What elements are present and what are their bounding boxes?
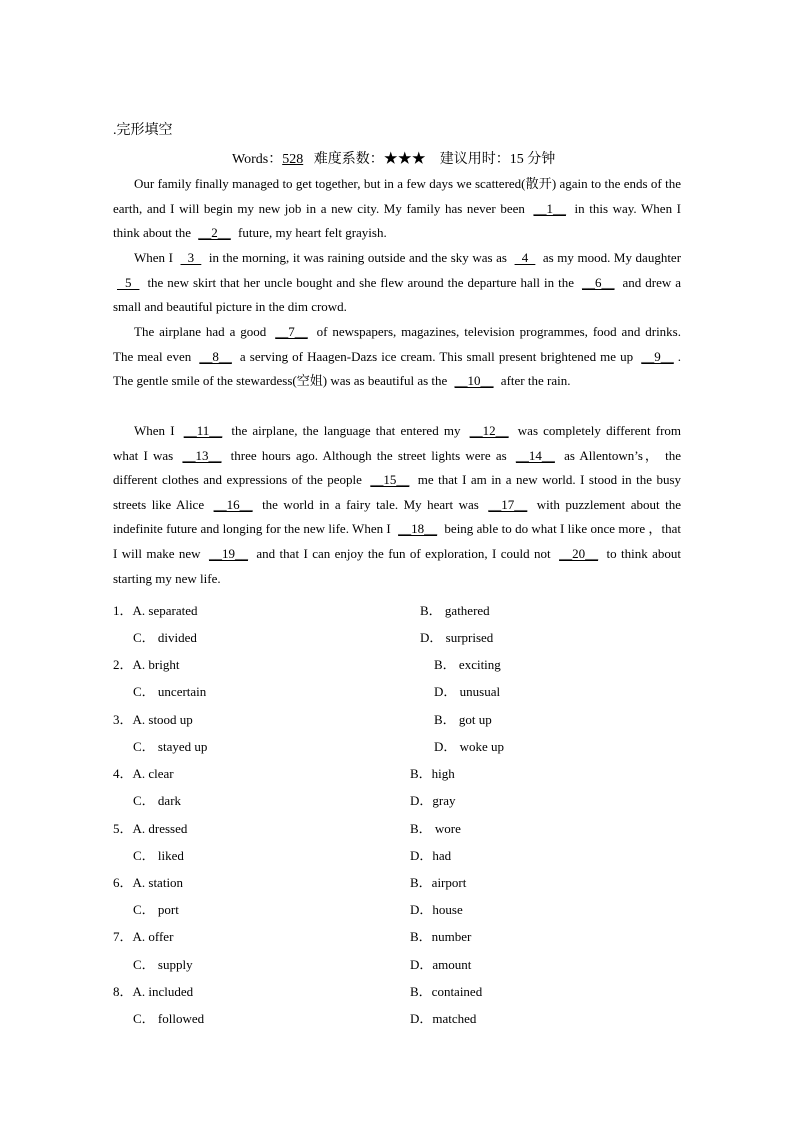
answer-blank: __16__ xyxy=(213,496,253,512)
answer-blank: __8__ xyxy=(199,348,232,364)
option-5-d: D．had xyxy=(410,848,452,863)
option-1-c: C． divided xyxy=(133,630,197,645)
passage-text: . The gentle smile of the stewardess(空姐) was as beautiful as the xyxy=(113,348,682,389)
option-1-d: D． surprised xyxy=(420,630,494,645)
answer-blank: __15__ xyxy=(370,472,410,488)
answer-blank: __14__ xyxy=(515,447,555,463)
option-3-b: B． got up xyxy=(434,712,492,727)
answer-blank: __1__ xyxy=(533,200,566,216)
passage-text: to think about starting my new life. xyxy=(113,545,681,586)
option-7-c: C． supply xyxy=(133,957,193,972)
option-8-c: C． followed xyxy=(133,1011,205,1026)
option-6-b: B．airport xyxy=(410,875,467,890)
suggested-time: 建议用时：15 分钟 xyxy=(439,152,556,167)
answer-blank: 4 xyxy=(514,250,536,265)
passage-paragraph-4 xyxy=(113,419,681,591)
passage-text: was completely different from what I was xyxy=(113,423,682,463)
option-1-b: B． gathered xyxy=(420,603,490,618)
difficulty-label: 难度系数： xyxy=(313,152,384,167)
option-3-d: D． woke up xyxy=(434,739,505,754)
passage-text: the world in a fairy tale. My heart was xyxy=(256,496,485,512)
option-8-d: D．matched xyxy=(410,1011,477,1026)
passage-text: When I xyxy=(134,423,180,438)
option-3-c: C． stayed up xyxy=(133,739,208,754)
passage-paragraph-2 xyxy=(113,246,681,320)
answer-blank: __18__ xyxy=(398,521,438,537)
option-7-a: 7．A. offer xyxy=(113,929,174,944)
option-7-d: D．amount xyxy=(410,957,472,972)
passage-text: future, my heart felt grayish. xyxy=(234,225,387,241)
option-6-d: D．house xyxy=(410,902,463,917)
option-2-d: D． unusual xyxy=(434,684,501,699)
option-2-b: B． exciting xyxy=(434,657,501,672)
passage-text: me that I am in a new world. I stood in the busy streets like Alice xyxy=(113,472,681,512)
word-count: 528 xyxy=(282,152,304,167)
option-6-c: C． port xyxy=(133,902,179,917)
passage-text: Our family finally managed to get together, but in a few days we scattered(散开) again to the ends of the earth, and I will begin my new job in a new city. My family has never been xyxy=(113,176,681,216)
answer-blank: __7__ xyxy=(275,324,308,339)
passage-text: of newspapers, magazines, television programmes, food and drinks. The meal even xyxy=(113,324,681,364)
option-7-b: B．number xyxy=(410,929,472,944)
answer-blank: 3 xyxy=(180,250,202,265)
answer-blank: __11__ xyxy=(183,423,223,438)
passage-text: When I xyxy=(134,250,177,265)
passage-paragraph-1 xyxy=(113,172,681,246)
option-5-a: 5．A. dressed xyxy=(113,821,188,836)
option-8-b: B．contained xyxy=(410,984,483,999)
option-6-a: 6．A. station xyxy=(113,875,184,890)
option-2-c: C． uncertain xyxy=(133,684,207,699)
option-4-d: D．gray xyxy=(410,793,456,808)
passage-text: being able to do what I like once more ，that I will make new xyxy=(113,521,681,561)
passage-text: the airplane, the language that entered my xyxy=(226,423,466,438)
passage-text: after the rain. xyxy=(497,373,571,389)
answer-blank: __9__ xyxy=(641,348,674,364)
option-3-a: 3．A. stood up xyxy=(113,712,193,727)
answer-blank: __17__ xyxy=(488,496,528,512)
passage-text: and that I can enjoy the fun of exploration, I could not xyxy=(251,545,556,561)
passage-meta xyxy=(232,148,555,168)
passage-text: with puzzlement about the indefinite future and longing for the new life. When I xyxy=(113,496,682,537)
option-4-c: C． dark xyxy=(133,793,182,808)
passage-text: The airplane had a good xyxy=(134,324,272,339)
section-title: .完形填空 xyxy=(113,123,173,138)
option-1-a: 1．A. separated xyxy=(113,603,198,618)
answer-blank: __19__ xyxy=(208,545,248,561)
passage-text: a serving of Haagen-Dazs ice cream. This small present brightened me up xyxy=(235,348,638,364)
option-2-a: 2．A. bright xyxy=(113,657,180,672)
words-label: Words： xyxy=(232,152,283,167)
passage-text: the new skirt that her uncle bought and she flew around the departure hall in the xyxy=(143,274,578,290)
difficulty-stars: ★★★ xyxy=(383,152,426,167)
answer-blank: __6__ xyxy=(582,274,615,290)
answer-blank: __2__ xyxy=(198,225,231,241)
option-4-a: 4．A. clear xyxy=(113,766,174,781)
passage-paragraph-3 xyxy=(113,320,681,394)
answer-blank: __10__ xyxy=(454,373,494,389)
answer-blank: __13__ xyxy=(182,447,222,463)
passage-text: as Allentown’s， the different clothes and expressions of the people xyxy=(113,447,681,488)
passage-text: and drew a small and beautiful picture in the dim crowd. xyxy=(113,274,681,315)
option-5-c: C． liked xyxy=(133,848,184,863)
passage-text: in the morning, it was raining outside and the sky was as xyxy=(205,250,511,265)
option-4-b: B．high xyxy=(410,766,455,781)
option-5-b: B． wore xyxy=(410,821,461,836)
passage-text: three hours ago. Although the street lights were as xyxy=(225,447,512,463)
answer-blank: 5 xyxy=(117,274,140,290)
option-8-a: 8．A. included xyxy=(113,984,194,999)
passage-text: in this way. When I think about the xyxy=(113,200,681,241)
passage-text: as my mood. My daughter xyxy=(539,250,682,265)
answer-blank: __12__ xyxy=(469,423,509,438)
answer-blank: __20__ xyxy=(559,545,599,561)
